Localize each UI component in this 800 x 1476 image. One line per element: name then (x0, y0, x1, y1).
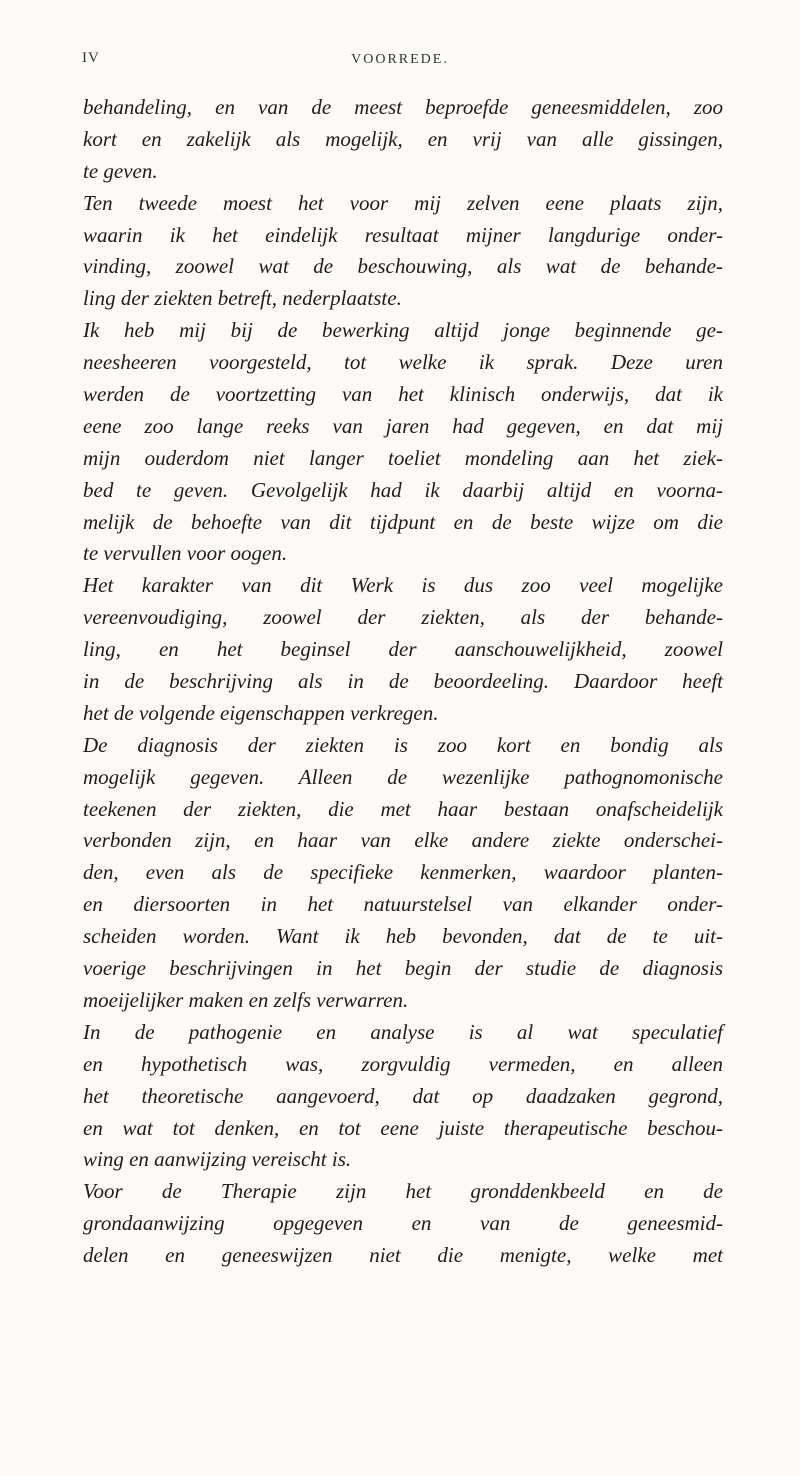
text-line: het theoretische aangevoerd, dat op daadzaken gegrond, (83, 1083, 723, 1108)
text-line: en wat tot denken, en tot eene juiste therapeutische beschou- (83, 1115, 723, 1140)
text-line: ling, en het beginsel der aanschouwelijkheid, zoowel (83, 637, 723, 662)
text-line: te geven. (83, 158, 158, 183)
text-line: neesheeren voorgesteld, tot welke ik sprak. Deze uren (83, 350, 723, 375)
text-line: verbonden zijn, en haar van elke andere ziekte onderschei- (83, 828, 723, 853)
text-line: Ik heb mij bij de bewerking altijd jonge beginnende ge- (83, 318, 723, 343)
text-line: teekenen der ziekten, die met haar bestaan onafscheidelijk (83, 796, 723, 821)
text-line: De diagnosis der ziekten is zoo kort en bondig als (83, 732, 723, 757)
text-line: vinding, zoowel wat de beschouwing, als wat de behande- (83, 254, 723, 279)
page-header (0, 50, 800, 74)
text-line: en hypothetisch was, zorgvuldig vermeden, en alleen (83, 1051, 723, 1076)
text-line: mijn ouderdom niet langer toeliet mondeling aan het ziek- (83, 445, 723, 470)
text-line: in de beschrijving als in de beoordeeling. Daardoor heeft (83, 669, 723, 694)
text-line: eene zoo lange reeks van jaren had gegeven, en dat mij (83, 413, 723, 438)
text-line: behandeling, en van de meest beproefde geneesmiddelen, zoo (83, 95, 723, 119)
text-line: Voor de Therapie zijn het gronddenkbeeld en de (83, 1179, 723, 1204)
text-line: voerige beschrijvingen in het begin der studie de diagnosis (83, 956, 723, 981)
text-line: melijk de behoefte van dit tijdpunt en de beste wijze om die (83, 509, 723, 534)
text-line: werden de voortzetting van het klinisch onderwijs, dat ik (83, 382, 723, 407)
text-line: bed te geven. Gevolgelijk had ik daarbij altijd en voorna- (83, 477, 723, 502)
text-line: grondaanwijzing opgegeven en van de geneesmid- (83, 1211, 723, 1236)
text-line: kort en zakelijk als mogelijk, en vrij van alle gissingen, (83, 126, 723, 151)
running-head: VOORREDE. (351, 52, 449, 67)
text-line: te vervullen voor oogen. (83, 541, 288, 566)
text-line: vereenvoudiging, zoowel der ziekten, als der behande- (83, 605, 723, 630)
page-number: IV (82, 50, 100, 66)
text-line: scheiden worden. Want ik heb bevonden, dat de te uit- (83, 924, 723, 949)
text-line: waarin ik het eindelijk resultaat mijner langdurige onder- (83, 222, 723, 247)
text-line: het de volgende eigenschappen verkregen. (83, 700, 439, 725)
body-text (83, 92, 723, 1272)
text-line: delen en geneeswijzen niet die menigte, welke met (83, 1243, 723, 1268)
text-line: moeijelijker maken en zelfs verwarren. (83, 987, 409, 1012)
text-line: en diersoorten in het natuurstelsel van elkander onder- (83, 892, 723, 917)
text-line: Het karakter van dit Werk is dus zoo veel mogelijke (83, 573, 723, 598)
text-line: mogelijk gegeven. Alleen de wezenlijke pathognomonische (83, 764, 723, 789)
text-line: ling der ziekten betreft, nederplaatste. (83, 286, 402, 311)
text-line: In de pathogenie en analyse is al wat speculatief (83, 1019, 723, 1044)
text-line: wing en aanwijzing vereischt is. (83, 1147, 352, 1172)
text-line: den, even als de specifieke kenmerken, waardoor planten- (83, 860, 723, 885)
text-line: Ten tweede moest het voor mij zelven eene plaats zijn, (83, 190, 723, 215)
